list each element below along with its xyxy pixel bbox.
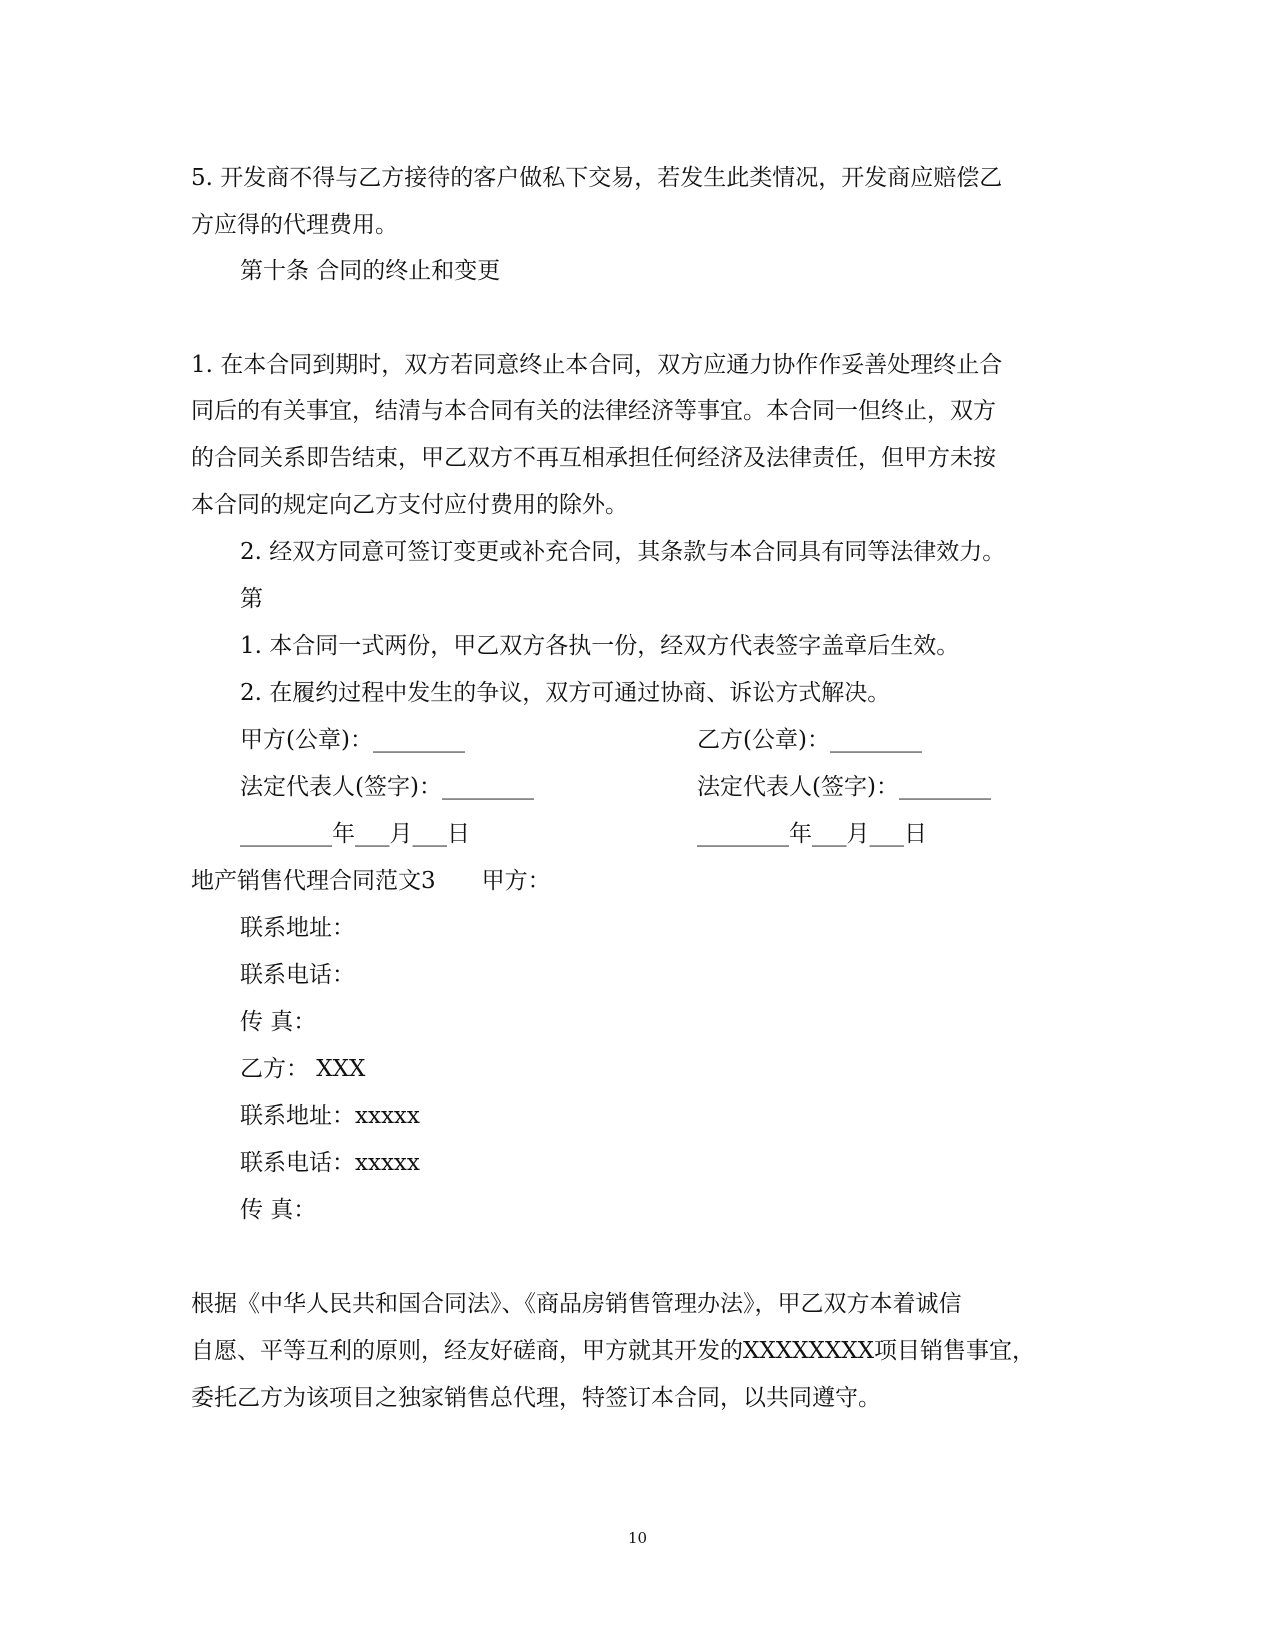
- party-a-fax: 传 真：: [240, 1009, 317, 1035]
- clause-5-line-1: 5. 开发商不得与乙方接待的客户做私下交易，若发生此类情况，开发商应赔偿乙: [191, 165, 1003, 191]
- contract-title: 地产销售代理合同范文3: [191, 868, 436, 894]
- party-b-phone: 联系电话：xxxxx: [240, 1150, 420, 1176]
- dispute-clause: 2. 在履约过程中发生的争议，双方可通过协商、诉讼方式解决。: [240, 680, 891, 706]
- party-b-date: ________年___月___日: [697, 821, 927, 847]
- party-b-representative: 法定代表人(签字)：________: [697, 774, 991, 800]
- party-a-label: 甲方：: [481, 868, 551, 894]
- party-b-name: 乙方： XXX: [240, 1056, 366, 1082]
- article-10-heading: 第十条 合同的终止和变更: [240, 258, 501, 284]
- party-b-fax: 传 真：: [240, 1197, 317, 1223]
- termination-para-line-2: 同后的有关事宜，结清与本合同有关的法律经济等事宜。本合同一但终止，双方: [191, 398, 996, 424]
- termination-para-line-1: 1. 在本合同到期时，双方若同意终止本合同，双方应通力协作作妥善处理终止合: [191, 352, 1003, 378]
- party-b-seal: 乙方(公章)：________: [697, 727, 922, 753]
- party-a-seal: 甲方(公章)：________: [240, 727, 465, 753]
- contract-title-line: [191, 866, 551, 896]
- termination-para-line-4: 本合同的规定向乙方支付应付费用的除外。: [191, 492, 628, 518]
- termination-para-line-3: 的合同关系即告结束，甲乙双方不再互相承担任何经济及法律责任，但甲方未按: [191, 445, 996, 471]
- preamble-line-3: 委托乙方为该项目之独家销售总代理，特签订本合同，以共同遵守。: [191, 1385, 881, 1411]
- party-a-phone: 联系电话：: [240, 962, 355, 988]
- preamble-line-1: 根据《中华人民共和国合同法》、《商品房销售管理办法》，甲乙双方本着诚信: [191, 1291, 962, 1317]
- party-b-address: 联系地址：xxxxx: [240, 1103, 420, 1129]
- page-number: 10: [627, 1529, 648, 1547]
- party-a-address: 联系地址：: [240, 915, 355, 941]
- party-a-date: ________年___月___日: [240, 821, 470, 847]
- article-fragment: 第: [240, 586, 263, 612]
- party-a-representative: 法定代表人(签字)：________: [240, 774, 534, 800]
- change-clause: 2. 经双方同意可签订变更或补充合同，其条款与本合同具有同等法律效力。: [240, 539, 1006, 565]
- preamble-line-2: 自愿、平等互利的原则，经友好磋商，甲方就其开发的XXXXXXXX项目销售事宜，: [191, 1338, 1035, 1364]
- copies-clause: 1. 本合同一式两份，甲乙双方各执一份，经双方代表签字盖章后生效。: [240, 633, 960, 659]
- clause-5-line-2: 方应得的代理费用。: [191, 212, 398, 238]
